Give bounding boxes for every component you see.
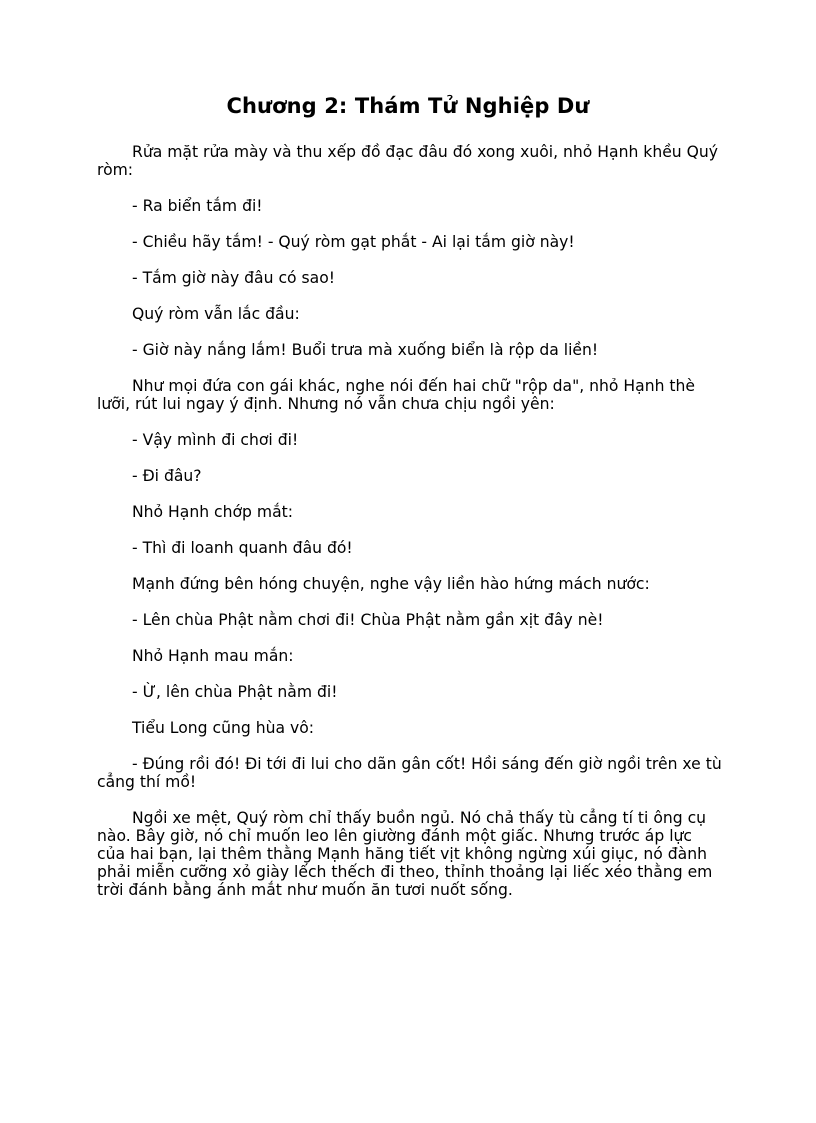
dialogue-line: - Lên chùa Phật nằm chơi đi! Chùa Phật nằm gần xịt đây nè! — [132, 611, 604, 629]
paragraph: Nhỏ Hạnh mau mắn: — [132, 647, 294, 665]
paragraph: Nhỏ Hạnh chớp mắt: — [132, 503, 294, 521]
paragraph: Ngồi xe mệt, Quý ròm chỉ thấy buồn ngủ. Nó chả thấy tù cẳng tí ti ông cụ nào. Bây giờ, nó chỉ muốn leo lên giường đánh một giấc. Nhưng trước áp lực của hai bạn, lại thêm thằng Mạnh hăng tiết vịt không ngừng xúi giục, nó đành phải miễn cưỡng xỏ giày lếch thếch đi theo, thỉnh thoảng lại liếc xéo thằng em trời đánh bằng ánh mắt như muốn ăn tươi nuốt sống. — [97, 809, 713, 899]
paragraph: Như mọi đứa con gái khác, nghe nói đến hai chữ "rộp da", nhỏ Hạnh thè lưỡi, rút lui ngay ý định. Nhưng nó vẫn chưa chịu ngồi yên: — [97, 377, 696, 413]
dialogue-line: - Tắm giờ này đâu có sao! — [132, 269, 336, 287]
paragraph: Tiểu Long cũng hùa vô: — [132, 719, 315, 737]
chapter-body — [97, 143, 722, 917]
dialogue-line: - Đúng rồi đó! Đi tới đi lui cho dãn gân cốt! Hồi sáng đến giờ ngồi trên xe tù cẳng thí mồ! — [97, 755, 722, 791]
dialogue-line: - Đi đâu? — [132, 467, 202, 485]
chapter-title: Chương 2: Thám Tử Nghiệp Dư — [226, 94, 590, 118]
dialogue-line: - Ra biển tắm đi! — [132, 197, 263, 215]
dialogue-line: - Thì đi loanh quanh đâu đó! — [132, 539, 353, 557]
paragraph: Rửa mặt rửa mày và thu xếp đồ đạc đâu đó xong xuôi, nhỏ Hạnh khều Quý ròm: — [97, 143, 719, 179]
paragraph: Mạnh đứng bên hóng chuyện, nghe vậy liền hào hứng mách nước: — [132, 575, 650, 593]
paragraph: Quý ròm vẫn lắc đầu: — [132, 305, 300, 323]
dialogue-line: - Giờ này nắng lắm! Buổi trưa mà xuống biển là rộp da liền! — [132, 341, 599, 359]
dialogue-line: - Vậy mình đi chơi đi! — [132, 431, 299, 449]
dialogue-line: - Chiều hãy tắm! - Quý ròm gạt phắt - Ai lại tắm giờ này! — [132, 233, 575, 251]
dialogue-line: - Ừ, lên chùa Phật nằm đi! — [132, 683, 338, 701]
